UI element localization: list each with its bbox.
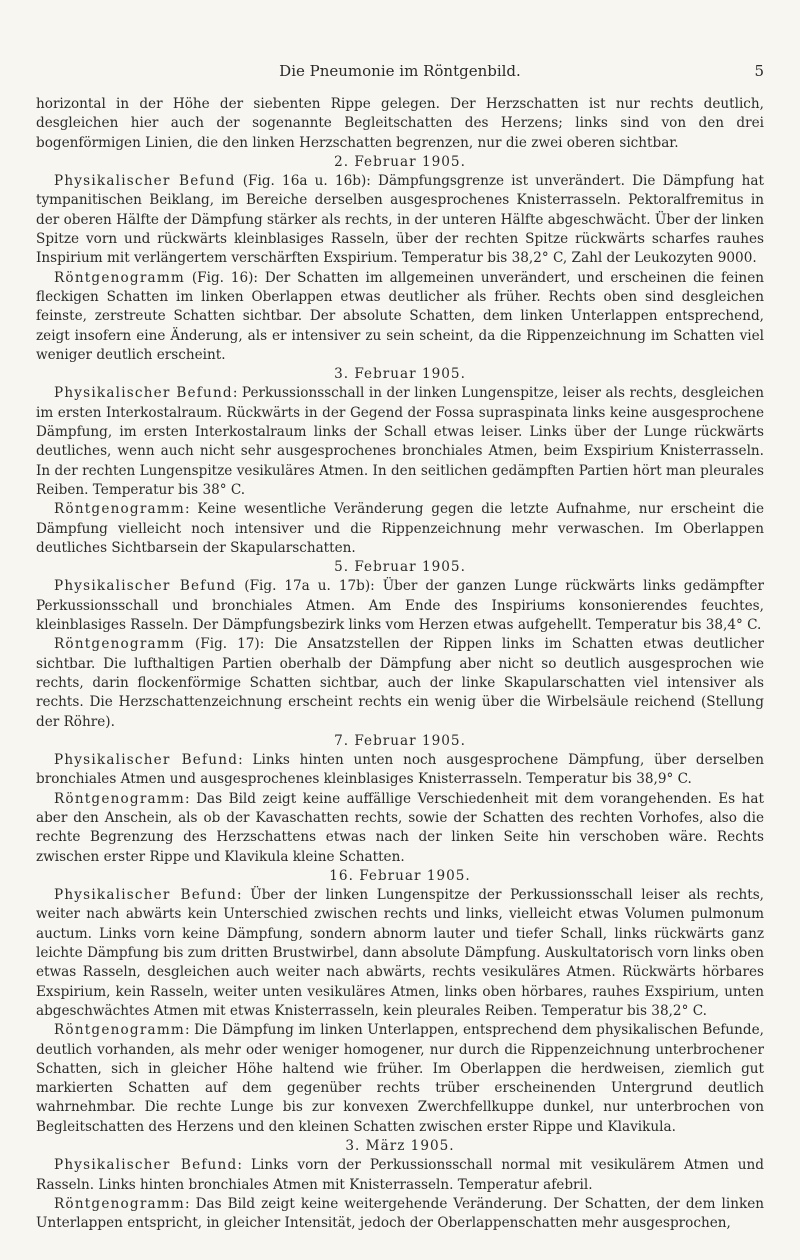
finding-paragraph: Physikalischer Befund (Fig. 16a u. 16b): Dämpfungsgrenze ist unverändert. Die Dämpfung hat tympanitischen Beiklang, im Bereiche derselben ausgesprochenes Knisterrasseln. Pektoralfremitus in der oberen Hälfte der Dämpfung stärker als rechts, in der unteren Hälfte abgeschwächt. Über der linken Spitze vorn und rückwärts kleinblasiges Rasseln, über der rechten Spitze rückwärts scharfes rauhes Inspirium mit verlängertem verschärften Exspirium. Temperatur bis 38,2° C, Zahl der Leukozyten 9000. bbox=[36, 173, 764, 267]
finding-paragraph: Physikalischer Befund: Perkussionsschall in der linken Lungenspitze, leiser als rechts, desgleichen im ersten Interkostalraum. Rückwärts in der Gegend der Fossa supraspinata links keine ausgesprochene Dämpfung, im ersten Interkostalraum links der Schall etwas leiser. Links über der Lunge rückwärts deutliches, wenn auch nicht sehr ausgesprochenes bronchiales Atmen, beim Exspirium Knisterrasseln. In der rechten Lungenspitze vesikuläres Atmen. In den seitlichen gedämpften Partien hört man pleurales Reiben. Temperatur bis 38° C. bbox=[36, 385, 764, 498]
finding-paragraph: Physikalischer Befund (Fig. 17a u. 17b): Über der ganzen Lunge rückwärts links gedämpfter Perkussionsschall und bronchiales Atmen. Am Ende des Inspiriums konsonierendes feuchtes, kleinblasiges Rasseln. Der Dämpfungsbezirk links vom Herzen etwas aufgehellt. Temperatur bis 38,4° C. bbox=[36, 578, 764, 634]
lead-label: Röntgenogramm bbox=[54, 1022, 186, 1039]
paragraph-0: horizontal in der Höhe der siebenten Rippe gelegen. Der Herzschatten ist nur rechts deutlich, desgleichen hier auch der sogenannte Begleitschatten des Herzens; links sind von den drei bogenförmigen Linien, die den linken Herzschatten begrenzen, nur die zwei oberen sichtbar. bbox=[36, 96, 764, 151]
lead-label: Röntgenogramm bbox=[54, 269, 186, 286]
finding-paragraph: Physikalischer Befund: Über der linken Lungenspitze der Perkussionsschall leiser als rechts, weiter nach abwärts kein Unterschied zwischen rechts und links, vielleicht etwas Volumen pulmonum auctum. Links vorn keine Dämpfung, sondern abnorm lauter und tiefer Schall, links rückwärts ganz leichte Dämpfung bis zum dritten Brustwirbel, dann absolute Dämpfung. Auskultatorisch vorn links oben etwas Rasseln, desgleichen auch weiter nach abwärts, rechts vesikuläres Atmen. Rückwärts hörbares Exspirium, kein Rasseln, weiter unten vesikuläres Atmen, links oben hörbares, rauhes Exspirium, unten abgeschwächtes Atmen mit etwas Knisterrasseln, kein pleurales Reiben. Temperatur bis 38,2° C. bbox=[36, 887, 764, 1019]
lead-label: Röntgenogramm bbox=[54, 790, 186, 807]
radiograph-paragraph: Röntgenogramm: Das Bild zeigt keine weitergehende Veränderung. Der Schatten, der dem linken Unterlappen entspricht, in gleicher Intensität, jedoch der Oberlappenschatten mehr ausgesprochen, bbox=[36, 1195, 764, 1232]
running-title: Die Pneumonie im Röntgenbild. bbox=[279, 62, 521, 80]
date-heading: 3. Februar 1905. bbox=[334, 366, 466, 383]
finding-paragraph: Physikalischer Befund: Links hinten unten noch ausgesprochene Dämpfung, über derselben bronchiales Atmen und ausgesprochenes kleinblasiges Knisterrasseln. Temperatur bis 38,9° C. bbox=[36, 752, 764, 788]
lead-label: Physikalischer Befund bbox=[54, 173, 236, 190]
radiograph-paragraph: Röntgenogramm: Keine wesentliche Veränderung gegen die letzte Aufnahme, nur erscheint die Dämpfung vielleicht noch intensiver und die Rippenzeichnung mehr verwaschen. Im Oberlappen deutliches Sichtbarsein der Skapularschatten. bbox=[36, 501, 764, 556]
radiograph-paragraph: Röntgenogramm: Die Dämpfung im linken Unterlappen, entsprechend dem physikalischen Befunde, deutlich vorhanden, als mehr oder weniger homogener, nur durch die Rippenzeichnung unterbrochener Schatten, sich in gleicher Höhe haltend wie früher. Im Oberlappen die herdweisen, ziemlich gut markierten Schatten auf dem gegenüber rechts trüber erscheinenden Untergrund deutlich wahrnehmbar. Die rechte Lunge bis zur konvexen Zwerchfellkuppe dunkel, nur unterbrochen von Begleitschatten des Herzens und den kleinen Schatten zwischen erster Rippe und Klavikula. bbox=[36, 1022, 764, 1135]
page-number: 5 bbox=[754, 62, 764, 80]
lead-label: Röntgenogramm bbox=[54, 501, 186, 518]
radiograph-paragraph: Röntgenogramm (Fig. 17): Die Ansatzstellen der Rippen links im Schatten etwas deutlicher sichtbar. Die lufthaltigen Partien oberhalb der Dämpfung aber nicht so deutlich ausgesprochen wie rechts, darin flockenförmige Schatten sichtbar, auch der linke Skapularschatten viel intensiver als rechts. Die Herzschattenzeichnung erscheint rechts ein wenig über die Wirbelsäule reichend (Stellung der Röhre). bbox=[36, 636, 764, 730]
date-heading: 5. Februar 1905. bbox=[334, 559, 466, 576]
date-heading: 2. Februar 1905. bbox=[334, 153, 466, 170]
lead-label: Physikalischer Befund bbox=[54, 887, 237, 904]
date-heading: 7. Februar 1905. bbox=[334, 732, 466, 749]
running-header bbox=[36, 62, 764, 84]
finding-paragraph: Physikalischer Befund: Links vorn der Perkussionsschall normal mit vesikulärem Atmen und Rasseln. Links hinten bronchiales Atmen mit Knisterrasseln. Temperatur afebril. bbox=[36, 1157, 764, 1193]
lead-label: Physikalischer Befund bbox=[54, 385, 233, 402]
date-heading: 16. Februar 1905. bbox=[329, 867, 471, 884]
date-heading: 3. März 1905. bbox=[345, 1138, 455, 1155]
lead-label: Physikalischer Befund bbox=[54, 752, 239, 769]
lead-label: Physikalischer Befund bbox=[54, 1157, 238, 1174]
radiograph-paragraph: Röntgenogramm (Fig. 16): Der Schatten im allgemeinen unverändert, und erscheinen die feinen fleckigen Schatten im linken Oberlappen etwas deutlicher als früher. Rechts oben sind desgleichen feinste, zerstreute Schatten sichtbar. Der absolute Schatten, dem linken Unterlappen entsprechend, zeigt insofern eine Änderung, als er intensiver zu sein scheint, da die Rippenzeichnung im Schatten viel weniger deutlich erscheint. bbox=[36, 269, 764, 363]
lead-label: Röntgenogramm bbox=[54, 636, 186, 653]
body-text bbox=[36, 95, 764, 1234]
lead-label: Röntgenogramm bbox=[54, 1195, 186, 1212]
radiograph-paragraph: Röntgenogramm: Das Bild zeigt keine auffällige Verschiedenheit mit dem vorangehenden. Es hat aber den Anschein, als ob der Kavaschatten rechts, sowie der Schatten des rechten Vorhofes, also die rechte Begrenzung des Herzschattens etwas nach der linken Seite hin verschoben wäre. Rechts zwischen erster Rippe und Klavikula kleine Schatten. bbox=[36, 790, 764, 865]
lead-label: Physikalischer Befund bbox=[54, 578, 237, 595]
